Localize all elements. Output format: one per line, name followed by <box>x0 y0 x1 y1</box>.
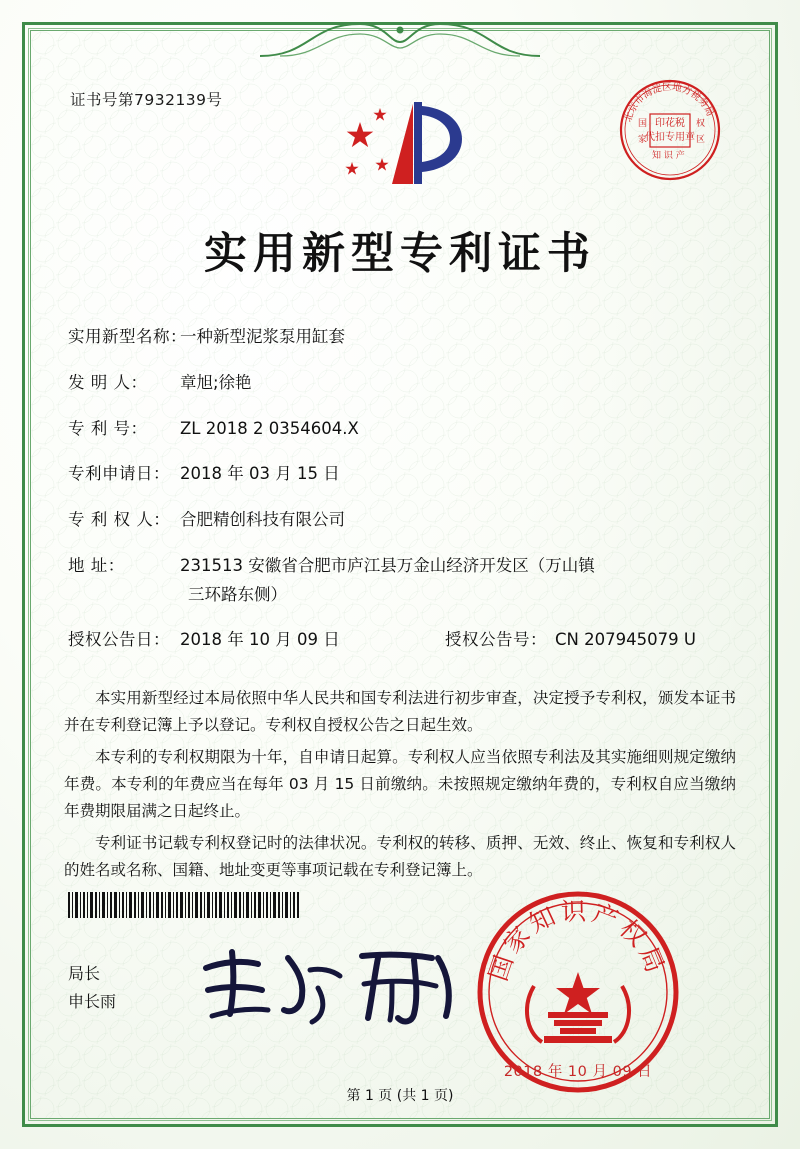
field-row-patent-number <box>60 417 740 442</box>
field-value: ZL 2018 2 0354604.X <box>180 418 359 438</box>
field-label: 地 址： <box>68 555 125 575</box>
svg-text:知 识 产: 知 识 产 <box>652 151 685 161</box>
field-row-name <box>60 325 740 350</box>
grant-date-value: 2018 年 10 月 09 日 <box>180 630 340 650</box>
svg-text:区: 区 <box>696 135 706 145</box>
fields-block <box>60 325 740 653</box>
field-row-patentee <box>60 508 740 533</box>
tax-stamp-seal <box>618 78 722 182</box>
field-row-application-date <box>60 462 740 487</box>
field-value-line2: 三环路东侧） <box>188 584 287 604</box>
svg-text:权: 权 <box>696 119 706 129</box>
paragraph-1: 本实用新型经过本局依照中华人民共和国专利法进行初步审查，决定授予专利权，颁发本证书并在专利登记簿上予以登记。专利权自授权公告之日起生效。 <box>64 689 736 734</box>
signature-block <box>68 960 116 1016</box>
director-label: 局长 <box>68 964 101 983</box>
field-label: 实用新型名称： <box>68 327 187 346</box>
svg-text:国家知识产权局: 国家知识产权局 <box>483 896 672 985</box>
field-row-address <box>60 554 740 608</box>
page-title: 实用新型专利证书 <box>204 229 596 279</box>
barcode-icon <box>68 892 300 918</box>
paragraph-2: 本专利的专利权期限为十年，自申请日起算。专利权人应当依照专利法及其实施细则规定缴纳年费。本专利的年费应当在每年 03 月 15 日前缴纳。未按照规定缴纳年费的，专利权自应当缴纳年费期限届满之日起终止。 <box>64 748 736 820</box>
svg-text:代扣专用章: 代扣专用章 <box>645 132 695 143</box>
top-ornament-icon <box>250 16 550 62</box>
svg-text:印花税: 印花税 <box>655 118 685 129</box>
svg-text:家: 家 <box>638 135 648 145</box>
svg-text:北京市海淀区地方税务局: 北京市海淀区地方税务局 <box>622 81 716 124</box>
seal-date: 2018 年 10 月 09 日 <box>503 1064 653 1080</box>
field-value: 合肥精创科技有限公司 <box>180 510 345 529</box>
field-row-inventor <box>60 371 740 396</box>
handwritten-signature-icon <box>192 940 492 1030</box>
grant-number-value: CN 207945079 U <box>555 630 696 650</box>
field-label: 专 利 号： <box>68 418 148 438</box>
page-footer: 第 1 页 (共 1 页) <box>346 1088 454 1104</box>
field-label: 发 明 人： <box>68 372 148 392</box>
field-value: 2018 年 03 月 15 日 <box>180 464 340 484</box>
director-name: 申长雨 <box>68 992 117 1011</box>
grant-date-label: 授权公告日： <box>68 630 170 650</box>
field-value: 231513 安徽省合肥市庐江县万金山经济开发区（万山镇 <box>180 555 595 575</box>
svg-text:国: 国 <box>638 119 648 129</box>
field-label: 专 利 权 人： <box>68 510 171 529</box>
grant-number-group <box>445 628 696 653</box>
legal-paragraphs <box>64 685 736 890</box>
cnipa-logo-icon <box>330 96 470 191</box>
field-label: 专利申请日： <box>68 464 170 484</box>
field-value: 章旭;徐艳 <box>180 372 252 392</box>
field-row-grant <box>60 628 740 653</box>
grant-number-label: 授权公告号： <box>445 630 547 650</box>
certificate-number: 证书号第7932139号 <box>70 91 223 109</box>
paragraph-3: 专利证书记载专利权登记时的法律状况。专利权的转移、质押、无效、终止、恢复和专利权人的姓名或名称、国籍、地址变更等事项记载在专利登记簿上。 <box>64 834 736 879</box>
certificate-content <box>60 60 740 1104</box>
field-value: 一种新型泥浆泵用缸套 <box>180 327 345 346</box>
